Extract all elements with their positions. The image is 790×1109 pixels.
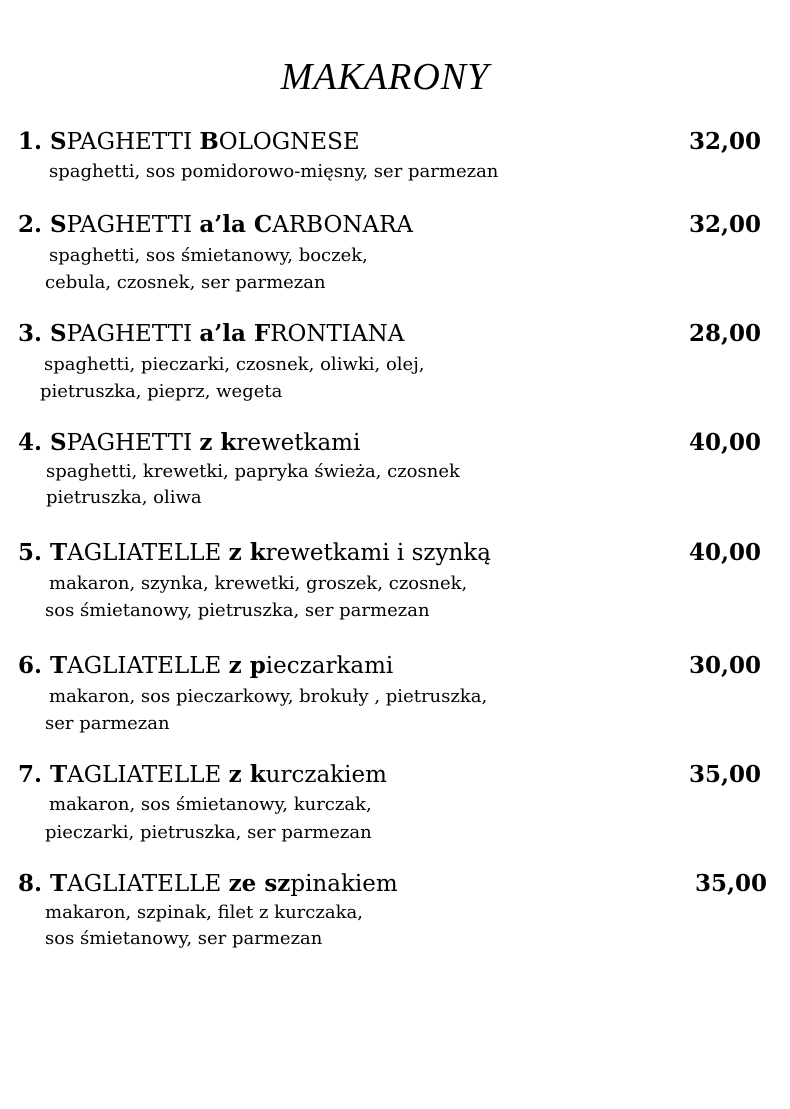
item-name-part: z k xyxy=(228,539,266,566)
item-name-part: 4. S xyxy=(18,429,67,456)
item-description-line: ser parmezan xyxy=(45,713,170,734)
item-description-line: spaghetti, pieczarki, czosnek, oliwki, olej, xyxy=(44,354,425,375)
item-name-part: 7. T xyxy=(18,761,68,788)
item-name xyxy=(18,652,393,680)
item-description-line: spaghetti, sos pomidorowo-mięsny, ser parmezan xyxy=(49,161,499,182)
item-description-line: pietruszka, oliwa xyxy=(46,487,202,508)
item-description-line: makaron, szpinak, filet z kurczaka, xyxy=(45,902,363,923)
item-name-part: AGLIATELLE xyxy=(67,653,229,679)
item-name xyxy=(18,870,398,898)
item-name-part: OLOGNESE xyxy=(218,129,360,155)
item-name-part: ARBONARA xyxy=(272,212,413,238)
item-name xyxy=(18,128,360,156)
item-name xyxy=(18,211,413,239)
item-name-part: z k xyxy=(199,429,237,456)
item-name-part: urczakiem xyxy=(265,762,387,788)
item-name-part: AGLIATELLE xyxy=(67,871,229,897)
item-name xyxy=(18,539,491,567)
item-name-part: AGLIATELLE xyxy=(67,540,229,566)
item-name xyxy=(18,320,404,348)
item-name-part: rewetkami i szynką xyxy=(265,540,491,566)
item-price: 32,00 xyxy=(689,211,762,238)
item-price: 35,00 xyxy=(695,870,768,897)
item-description-line: sos śmietanowy, pietruszka, ser parmezan xyxy=(45,600,430,621)
item-description-line: cebula, czosnek, ser parmezan xyxy=(45,272,326,293)
item-name-part: z p xyxy=(228,652,266,679)
item-name-part: a’la C xyxy=(199,211,273,238)
item-name xyxy=(18,429,360,457)
item-description-line: makaron, sos śmietanowy, kurczak, xyxy=(49,794,372,815)
item-name-part: 6. T xyxy=(18,652,68,679)
item-name-part: RONTIANA xyxy=(270,321,405,347)
item-name-part: AGLIATELLE xyxy=(67,762,229,788)
item-price: 40,00 xyxy=(689,429,762,456)
item-price: 32,00 xyxy=(689,128,762,155)
item-name-part: PAGHETTI xyxy=(66,129,200,155)
item-name-part: PAGHETTI xyxy=(66,321,200,347)
item-name-part: z k xyxy=(228,761,266,788)
item-price: 35,00 xyxy=(689,761,762,788)
item-description-line: pietruszka, pieprz, wegeta xyxy=(40,381,283,402)
item-name-part: a’la F xyxy=(199,320,271,347)
item-price: 30,00 xyxy=(689,652,762,679)
item-name-part: 2. S xyxy=(18,211,67,238)
item-name-part: 1. S xyxy=(18,128,67,155)
item-name-part: ieczarkami xyxy=(265,653,394,679)
item-name-part: PAGHETTI xyxy=(66,212,200,238)
item-name-part: 8. T xyxy=(18,870,68,897)
item-description-line: pieczarki, pietruszka, ser parmezan xyxy=(45,822,372,843)
item-price: 28,00 xyxy=(689,320,762,347)
item-price: 40,00 xyxy=(689,539,762,566)
item-description-line: makaron, sos pieczarkowy, brokuły , pietruszka, xyxy=(49,686,488,707)
item-name xyxy=(18,761,387,789)
item-name-part: 3. S xyxy=(18,320,67,347)
item-name-part: ze sz xyxy=(228,870,291,897)
page-title: MAKARONY xyxy=(280,56,490,98)
item-description-line: sos śmietanowy, ser parmezan xyxy=(45,928,323,949)
item-name-part: B xyxy=(199,128,219,155)
item-description-line: spaghetti, sos śmietanowy, boczek, xyxy=(49,245,368,266)
item-name-part: pinakiem xyxy=(290,871,398,897)
item-description-line: makaron, szynka, krewetki, groszek, czosnek, xyxy=(49,573,468,594)
item-description-line: spaghetti, krewetki, papryka świeża, czosnek xyxy=(46,461,460,482)
item-name-part: 5. T xyxy=(18,539,68,566)
item-name-part: rewetkami xyxy=(236,430,361,456)
item-name-part: PAGHETTI xyxy=(66,430,200,456)
